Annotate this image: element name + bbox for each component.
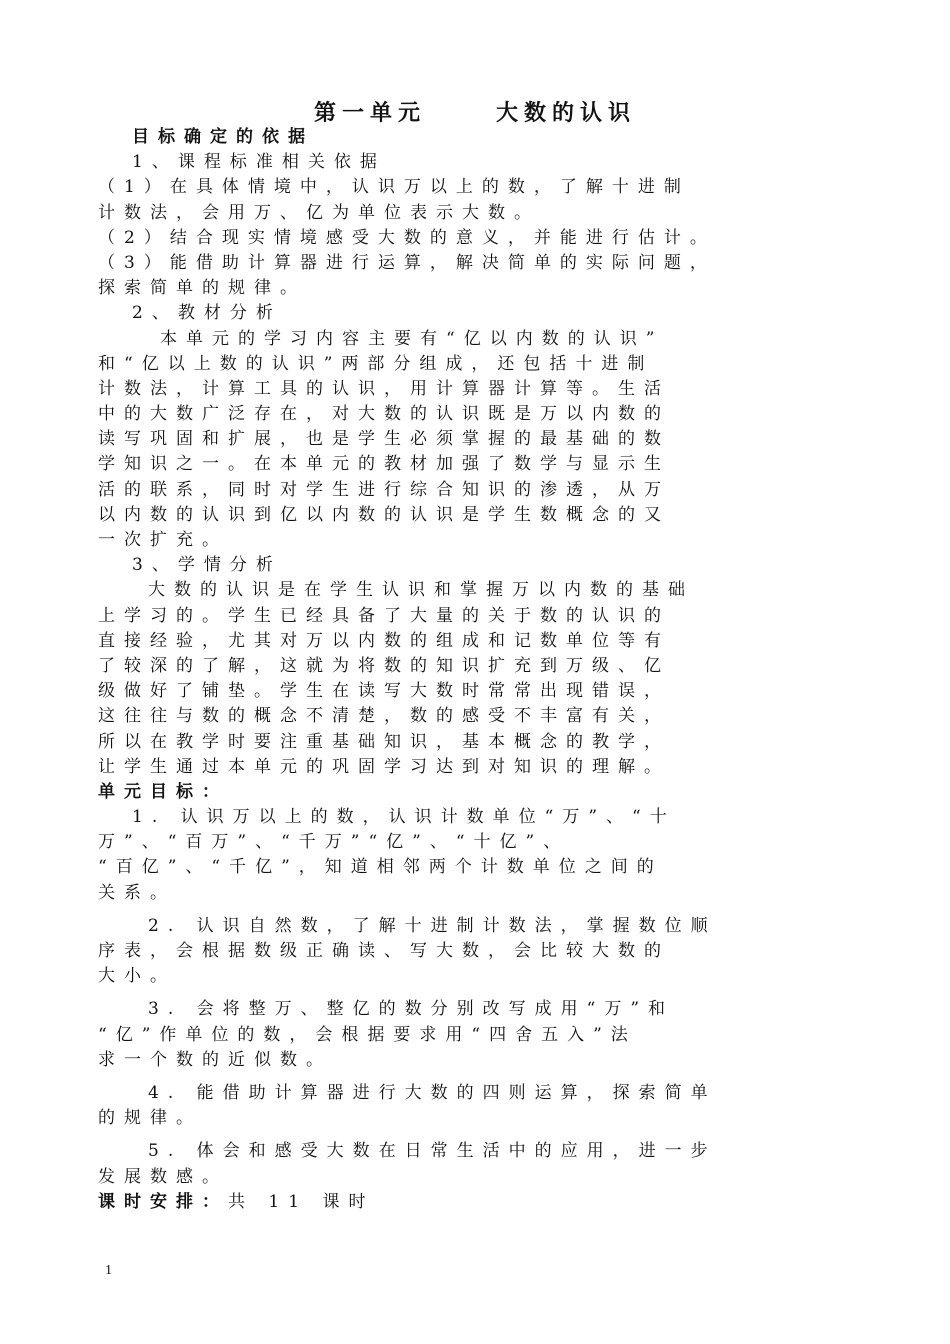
goal-item: 2. 认识自然数，了解十进制计数法，掌握数位顺 <box>148 915 717 936</box>
body-line: 这往往与数的概念不清楚，数的感受不丰富有关， <box>98 706 670 727</box>
goal-item-cont: “亿”作单位的数，会根据要求用“四舍五入”法 <box>98 1024 637 1045</box>
body-line: 中的大数广泛存在，对大数的认识既是万以内数的 <box>98 404 670 425</box>
body-line: 和“亿以上数的认识”两部分组成，还包括十进制 <box>98 353 654 374</box>
body-line: 所以在教学时要注重基础知识，基本概念的教学， <box>98 731 670 752</box>
goal-item-cont: 发展数感。 <box>98 1166 228 1187</box>
body-line: （1）在具体情境中，认识万以上的数，了解十进制 <box>98 177 690 198</box>
body-line: （2）结合现实情境感受大数的意义，并能进行估计。 <box>98 227 716 248</box>
goal-item: 4. 能借助计算器进行大数的四则运算，探索简单 <box>148 1082 717 1103</box>
schedule-value: 共 11 课时 <box>228 1191 375 1212</box>
goal-item: 5. 体会和感受大数在日常生活中的应用，进一步 <box>148 1141 717 1162</box>
goal-item: 3. 会将整万、整亿的数分别改写成用“万”和 <box>148 999 675 1020</box>
body-line: 计数法，计算工具的认识，用计算器计算等。生活 <box>98 378 670 399</box>
goal-item-cont: 大小。 <box>98 966 176 987</box>
body-line: 计数法，会用万、亿为单位表示大数。 <box>98 202 540 223</box>
body-line: 上学习的。学生已经具备了大量的关于数的认识的 <box>98 605 670 626</box>
body-line: 大数的认识是在学生认识和掌握万以内数的基础 <box>148 580 694 601</box>
subheading-textbook: 2、教材分析 <box>132 303 282 324</box>
goal-item: 1. 认识万以上的数，认识计数单位“万”、“十 <box>132 807 676 828</box>
body-line: 级做好了铺垫。学生在读写大数时常常出现错误， <box>98 681 670 702</box>
body-line: 读写巩固和扩展，也是学生必须掌握的最基础的数 <box>98 429 670 450</box>
body-line: 让学生通过本单元的巩固学习达到对知识的理解。 <box>98 756 670 777</box>
subheading-curriculum: 1、课程标准相关依据 <box>132 152 386 173</box>
goal-item-cont: “百亿”、“千亿”，知道相邻两个计数单位之间的 <box>98 857 663 878</box>
goal-item-cont: 关系。 <box>98 882 176 903</box>
body-line: 一次扩充。 <box>98 530 228 550</box>
body-line: 了较深的了解，这就为将数的知识扩充到万级、亿 <box>98 655 670 676</box>
body-line: 以内数的认识到亿以内数的认识是学生数概念的又 <box>98 504 670 525</box>
goal-item-cont: 的规律。 <box>98 1108 202 1129</box>
subheading-learner: 3、学情分析 <box>132 555 282 576</box>
schedule-line <box>98 1190 868 1215</box>
schedule-label: 课时安排： <box>98 1191 228 1212</box>
body-line: 活的联系，同时对学生进行综合知识的渗透，从万 <box>98 479 670 500</box>
title-topic: 大数的认识 <box>496 100 637 126</box>
body-line: 本单元的学习内容主要有“亿以内数的认识” <box>160 328 664 349</box>
body-line: 学知识之一。在本单元的教材加强了数学与显示生 <box>98 454 670 475</box>
document-body <box>98 125 868 1215</box>
goal-item-cont: 求一个数的近似数。 <box>98 1049 332 1070</box>
body-line: 探索简单的规律。 <box>98 278 306 299</box>
section-heading-basis: 目标确定的依据 <box>132 127 314 147</box>
body-line: 直接经验，尤其对万以内数的组成和记数单位等有 <box>98 630 670 651</box>
section-heading-goals: 单元目标： <box>98 781 228 802</box>
page-title <box>0 96 950 127</box>
body-line: （3）能借助计算器进行运算，解决简单的实际问题， <box>98 252 716 273</box>
goal-item-cont: 万”、“百万”、“千万”“亿”、“十亿”、 <box>98 832 570 853</box>
title-unit: 第一单元 <box>313 100 426 126</box>
goal-item-cont: 序表，会根据数级正确读、写大数，会比较大数的 <box>98 941 670 961</box>
page-number: 1 <box>105 1263 112 1278</box>
